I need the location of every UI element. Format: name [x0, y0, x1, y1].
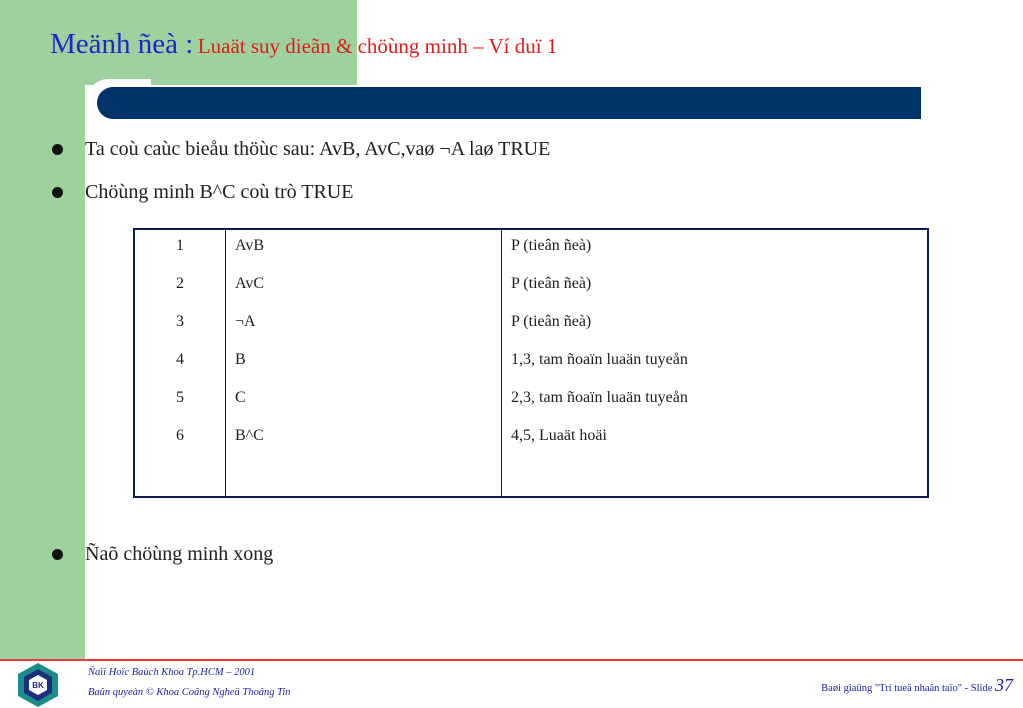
bullet-item: [52, 543, 273, 566]
bullet-dot-icon: [52, 144, 63, 155]
title-banner: [87, 79, 927, 121]
conclusion-text: Ñaõ chöùng minh xong: [85, 543, 274, 565]
step-expression: ¬A: [235, 313, 256, 330]
proof-table: [133, 228, 929, 498]
step-number: 1: [176, 237, 184, 254]
step-number: 6: [176, 427, 184, 444]
bullet-item: [52, 138, 550, 161]
step-number: 4: [176, 351, 184, 368]
expression-column: [225, 230, 502, 496]
footer-slide-info: [821, 675, 1013, 696]
bullet-dot-icon: [52, 187, 63, 198]
logo-text: BK: [32, 681, 44, 690]
slide-title: [50, 28, 557, 61]
banner-bar: [97, 87, 921, 119]
step-expression: B^C: [235, 427, 264, 444]
bullet-text: Ta coù caùc bieåu thöùc sau: AvB, AvC,vaø ¬A laø TRUE: [85, 138, 551, 160]
step-expression: AvC: [235, 275, 265, 292]
step-expression: C: [235, 389, 246, 406]
footer-institution: Ñaïi Hoïc Baùch Khoa Tp.HCM – 2001: [88, 667, 256, 678]
step-expression: B: [235, 351, 246, 368]
step-reason: P (tieân ñeà): [511, 313, 592, 330]
step-expression: AvB: [235, 237, 265, 254]
title-subtitle: Luaät suy dieãn & chöùng minh – Ví duï 1: [197, 34, 558, 58]
step-number: 5: [176, 389, 184, 406]
step-reason: 1,3, tam ñoaïn luaän tuyeån: [511, 351, 688, 368]
step-reason: 2,3, tam ñoaïn luaän tuyeån: [511, 389, 688, 406]
reason-column: [501, 230, 927, 496]
slide-number: 37: [995, 675, 1013, 695]
step-number: 3: [176, 313, 184, 330]
step-number-column: [135, 230, 225, 496]
bullet-dot-icon: [52, 549, 63, 560]
bullet-item: [52, 181, 353, 204]
title-main: Meänh ñeà :: [50, 28, 194, 60]
footer-copyright: Baûn quyeàn © Khoa Coâng Ngheä Thoâng Tin: [88, 687, 291, 698]
step-reason: P (tieân ñeà): [511, 275, 592, 292]
step-reason: 4,5, Luaät hoäi: [511, 427, 607, 444]
bullet-text: Chöùng minh B^C coù trò TRUE: [85, 181, 354, 203]
step-number: 2: [176, 275, 184, 292]
footer-divider: [0, 659, 1023, 661]
step-reason: P (tieân ñeà): [511, 237, 592, 254]
footer-course-title: Baøi giaûng "Trí tueä nhaân taïo" - Slide: [821, 683, 993, 694]
university-logo-icon: [14, 661, 62, 708]
